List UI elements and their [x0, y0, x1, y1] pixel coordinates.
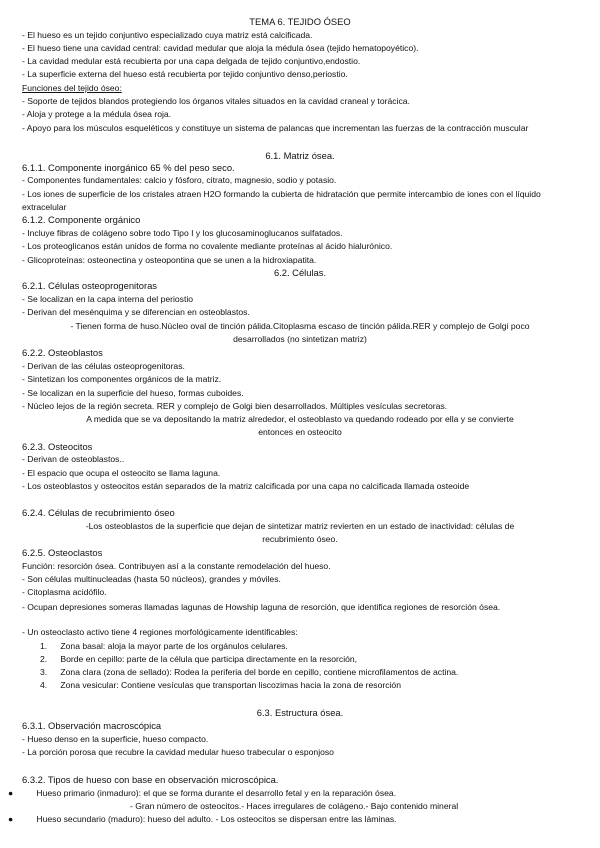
- item-text: Borde en cepillo: parte de la célula que participa directamente en la resorción,: [60, 654, 358, 664]
- subsection-heading-6-2-1: 6.2.1. Células osteoprogenitoras: [22, 280, 157, 291]
- list-item: - Los osteoblastos y osteocitos están separados de la matriz calcificada por una capa no calcificada llamada osteoide: [22, 481, 470, 491]
- centered-paragraph: A medida que se va depositando la matriz alrededor, el osteoblasto va quedando rodeado por ella y se convierte: [86, 414, 514, 424]
- bullet-icon: ●: [8, 814, 14, 824]
- list-item: - Se localizan en la capa interna del periostio: [22, 294, 194, 304]
- subsection-heading-6-1-1: 6.1.1. Componente inorgánico 65 % del peso seco.: [22, 162, 235, 173]
- numbered-item: [22, 641, 582, 652]
- list-item: - Glicoproteínas: osteonectina y osteopontina que se unen a la hidroxiapatita.: [22, 255, 317, 265]
- sub-item: [130, 801, 590, 812]
- bullet-item: [8, 788, 582, 799]
- item-text: Zona basal: aloja la mayor parte de los orgánulos celulares.: [60, 641, 288, 651]
- item-text: - Gran número de osteocitos.- Haces irregulares de colágeno.- Bajo contenido mineral: [130, 801, 459, 811]
- item-number: 4.: [40, 680, 48, 690]
- section-title-6-2: 6.2. Células.: [273, 267, 327, 278]
- list-item: - Derivan del mesénquima y se diferencian en osteoblastos.: [22, 307, 250, 317]
- centered-paragraph: recubrimiento óseo.: [262, 534, 338, 544]
- centered-paragraph: entonces en osteocito: [258, 427, 342, 437]
- intro-line: - La cavidad medular está recubierta por una capa delgada de tejido conjuntivo,endostio.: [22, 56, 361, 66]
- funciones-item: - Soporte de tejidos blandos protegiendo los órganos vitales situados en la cavidad craneal y torácica.: [22, 96, 410, 106]
- item-text: Zona clara (zona de sellado): Rodea la periferia del borde en cepillo, contiene microfilamentos de actina.: [60, 667, 459, 677]
- centered-paragraph: -Los osteoblastos de la superficie que dejan de sintetizar matriz revierten en un estado de inactividad: células de: [85, 521, 515, 531]
- subsection-heading-6-2-3: 6.2.3. Osteocitos: [22, 441, 93, 452]
- subsection-heading-6-1-2: 6.1.2. Componente orgánico: [22, 214, 141, 225]
- subsection-heading-6-2-5: 6.2.5. Osteoclastos: [22, 547, 103, 558]
- list-item: - Un osteoclasto activo tiene 4 regiones morfológicamente identificables:: [22, 627, 298, 637]
- section-title-6-1: 6.1. Matriz ósea.: [265, 150, 335, 161]
- numbered-item: [22, 654, 582, 665]
- funciones-item: - Apoyo para los músculos esqueléticos y constituye un sistema de palancas que incrementan las fuerzas de la contracción muscular: [22, 123, 529, 133]
- item-text: Hueso primario (inmaduro): el que se forma durante el desarrollo fetal y en la reparación ósea.: [36, 788, 397, 798]
- list-item: - Ocupan depresiones someras llamadas lagunas de Howship laguna de resorción, que identifica regiones de resorción ósea.: [22, 602, 501, 612]
- bullet-item: [8, 814, 582, 825]
- list-item: - Sintetizan los componentes orgánicos de la matriz.: [22, 374, 222, 384]
- item-text: Zona vesicular: Contiene vesículas que transportan liscozimas hacia la zona de resorción: [60, 680, 401, 690]
- section-title-6-3: 6.3. Estructura ósea.: [256, 707, 344, 718]
- list-item: - Derivan de las células osteoprogenitoras.: [22, 361, 185, 371]
- document-title: TEMA 6. TEJIDO ÓSEO: [249, 16, 351, 27]
- list-item: - Derivan de osteoblastos..: [22, 454, 125, 464]
- centered-paragraph: - Tienen forma de huso.Núcleo oval de tinción pálida.Citoplasma escaso de tinción pálida.RER y complejo de Golgi poco: [70, 321, 530, 331]
- list-item: - Componentes fundamentales: calcio y fósforo, citrato, magnesio, sodio y potasio.: [22, 175, 337, 185]
- centered-paragraph: desarrollados (no sintetizan matriz): [233, 334, 367, 344]
- funciones-item: - Aloja y protege a la médula ósea roja.: [22, 109, 172, 119]
- list-item: - Se localizan en la superficie del hueso, formas cuboides.: [22, 388, 244, 398]
- item-number: 2.: [40, 654, 48, 664]
- list-item: - La porción porosa que recubre la cavidad medular hueso trabecular o esponjoso: [22, 747, 334, 757]
- item-text: Hueso secundario (maduro): hueso del adulto. - Los osteocitos se dispersan entre las láminas.: [36, 814, 397, 824]
- item-number: 3.: [40, 667, 48, 677]
- list-item: - Citoplasma acidófilo.: [22, 587, 107, 597]
- subsection-heading-6-3-1: 6.3.1. Observación macroscópica: [22, 720, 162, 731]
- numbered-item: [22, 667, 582, 678]
- subsection-heading-6-2-2: 6.2.2. Osteoblastos: [22, 347, 103, 358]
- item-number: 1.: [40, 641, 48, 651]
- list-item: - Hueso denso en la superficie, hueso compacto.: [22, 734, 209, 744]
- subsection-heading-6-2-4: 6.2.4. Células de recubrimiento óseo: [22, 507, 175, 518]
- list-item: - Son células multinucleadas (hasta 50 núcleos), grandes y móviles.: [22, 574, 281, 584]
- intro-line: - La superficie externa del hueso está recubierta por tejido conjuntivo denso,periostio.: [22, 69, 348, 79]
- subsection-heading-6-3-2: 6.3.2. Tipos de hueso con base en observación microscópica.: [22, 774, 279, 785]
- intro-line: - El hueso tiene una cavidad central: cavidad medular que aloja la médula ósea (tejido hematopoyético).: [22, 43, 419, 53]
- list-item: - Núcleo lejos de la región secreta. RER y complejo de Golgi bien desarrollados. Múltiples vesículas secretoras.: [22, 401, 448, 411]
- funciones-heading: Funciones del tejido óseo:: [22, 83, 122, 93]
- bullet-icon: ●: [8, 788, 14, 798]
- numbered-item: [22, 680, 582, 691]
- list-item: - Incluye fibras de colágeno sobre todo Tipo I y los glucosaminoglucanos sulfatados.: [22, 228, 343, 238]
- list-item: - El espacio que ocupa el osteocito se llama laguna.: [22, 468, 221, 478]
- list-item: - Los proteoglicanos están unidos de forma no covalente mediante proteínas al ácido hialurónico.: [22, 241, 393, 251]
- list-item: - Los iones de superficie de los cristales atraen H2O formando la cubierta de hidratación que permite intercambio de iones con el líquido extracelular: [22, 189, 541, 212]
- intro-line: - El hueso es un tejido conjuntivo especializado cuya matriz está calcificada.: [22, 30, 313, 40]
- list-item: Función: resorción ósea. Contribuyen así a la constante remodelación del hueso.: [22, 561, 331, 571]
